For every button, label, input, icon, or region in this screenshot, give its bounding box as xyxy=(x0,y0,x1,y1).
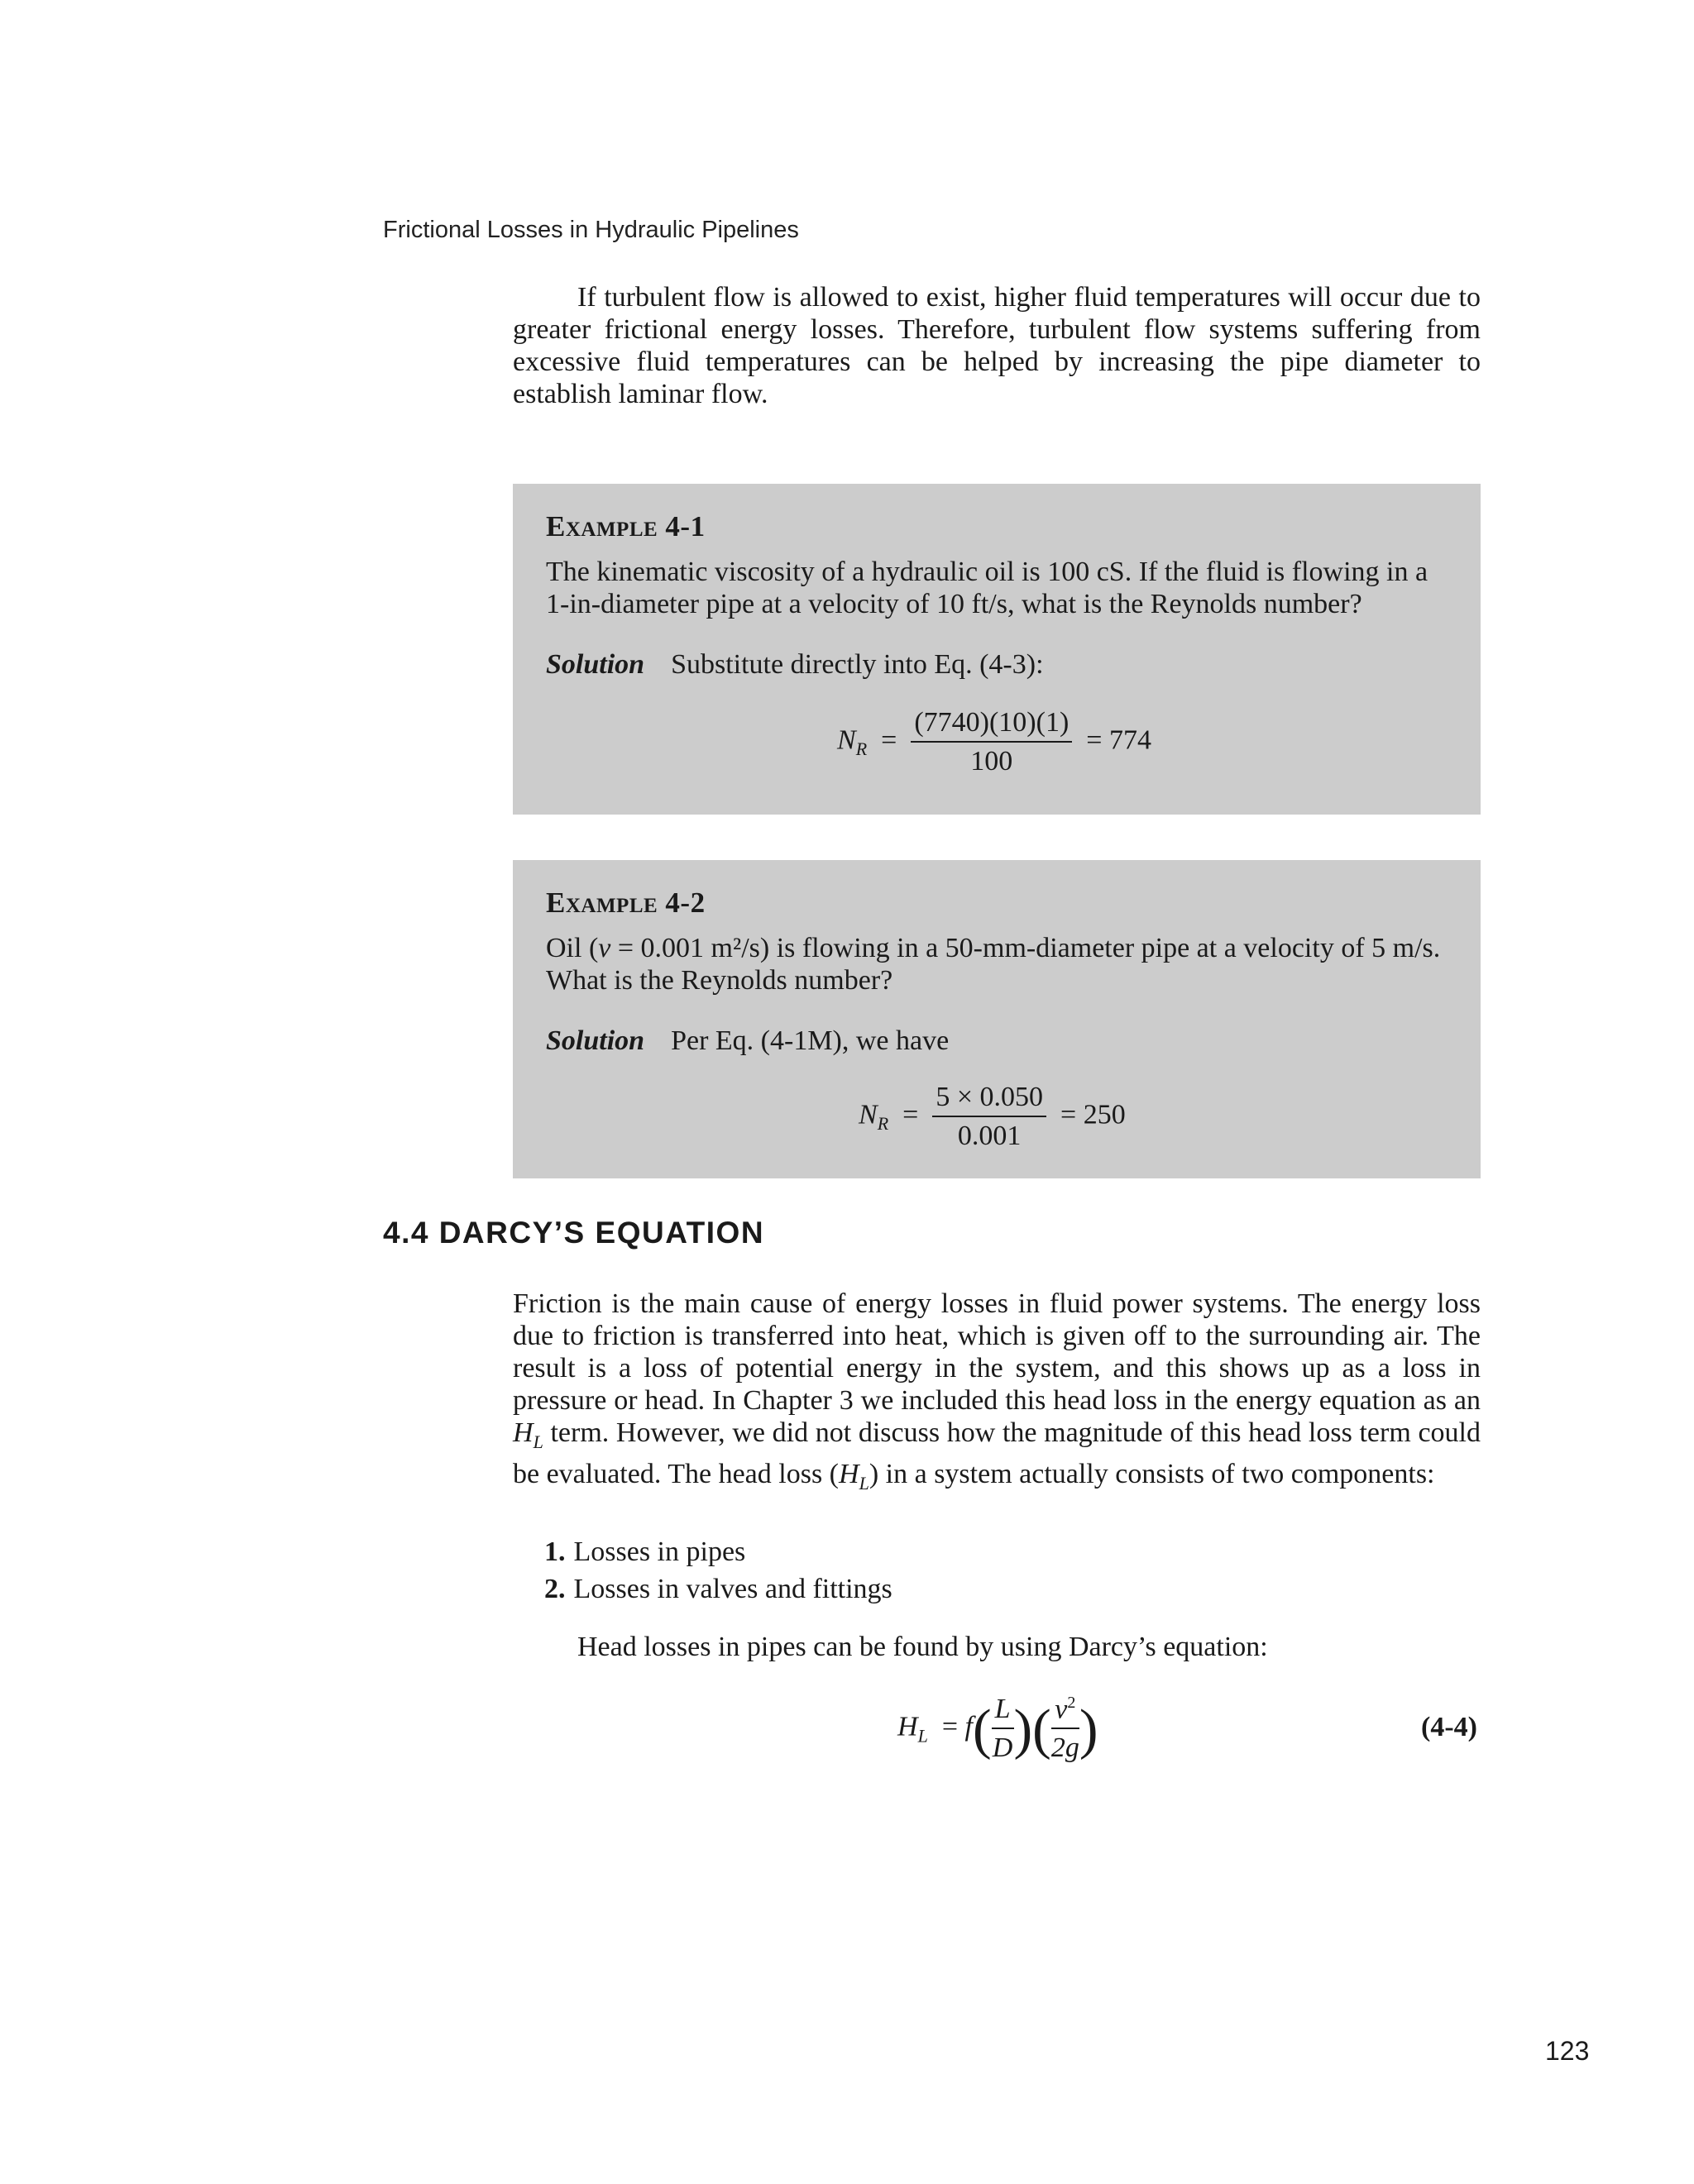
running-head: Frictional Losses in Hydraulic Pipelines xyxy=(383,217,799,243)
solution-line xyxy=(546,1025,949,1057)
equation-lhs: N xyxy=(859,1099,878,1130)
example-box-4-1 xyxy=(513,484,1481,815)
solution-line xyxy=(546,649,1044,681)
example-problem: Oil (v = 0.001 m²/s) is flowing in a 50-mm-diameter pipe at a velocity of 5 m/s. What is the Reynolds number? xyxy=(546,933,1441,996)
list-item: 2. Losses in valves and fittings xyxy=(544,1574,892,1604)
example-box-4-2 xyxy=(513,860,1481,1178)
fraction-numerator: (7740)(10)(1) xyxy=(911,707,1072,743)
intro-paragraph: If turbulent flow is allowed to exist, higher fluid temperatures will occur due to greater frictional energy losses. Therefore, turbulent flow systems suffering from excessive fluid temperatures can be helped by increasing the pipe diameter to establish laminar flow. xyxy=(513,282,1481,409)
equation-number: (4-4) xyxy=(1421,1712,1477,1742)
darcy-lead-in: Head losses in pipes can be found by using Darcy’s equation: xyxy=(577,1632,1268,1662)
fraction-numerator: 5 × 0.050 xyxy=(932,1082,1046,1117)
page-number: 123 xyxy=(1545,2036,1590,2066)
section-heading: 4.4 DARCY’S EQUATION xyxy=(383,1216,765,1250)
section-paragraph: Friction is the main cause of energy losses in fluid power systems. The energy loss due to friction is transferred into heat, which is given off to the surrounding air. The result is a loss of potential energy in the system, and this shows up as a loss in pressure or head. In Chapter 3 we included this head loss in the energy equation as an $H_L$ term. However, we did not discuss how the magnitude of this head loss term could be evaluated. The head loss $(H_L)$ in a system actually consists of two components: xyxy=(513,1288,1481,1493)
equals-sign: = xyxy=(941,1711,958,1742)
equation-lhs-sub: R xyxy=(855,738,868,760)
length-diameter-fraction: $\frac{L}{D}$ xyxy=(992,1694,1013,1764)
solution-label: Solution xyxy=(546,649,645,680)
equation-lhs: N xyxy=(837,724,856,756)
equation-lhs: H xyxy=(897,1711,918,1742)
velocity-head-fraction: $\frac{v^2}{2g}$ xyxy=(1050,1694,1079,1764)
equation-result: = 774 xyxy=(1086,724,1151,756)
fraction-denominator: 0.001 xyxy=(957,1121,1022,1151)
list-item: 1. Losses in pipes xyxy=(544,1536,746,1567)
reynolds-equation-2: $N_R$ = $\frac{5 \times 0.050}{0.001}$ = 250 xyxy=(859,1082,1126,1151)
equation-lhs-sub: L xyxy=(917,1725,928,1747)
fraction xyxy=(932,1082,1046,1152)
friction-factor: f xyxy=(964,1711,973,1742)
solution-text: Substitute directly into Eq. (4-3): xyxy=(671,649,1044,680)
solution-text: Per Eq. (4-1M), we have xyxy=(671,1025,950,1056)
fraction-denominator: 100 xyxy=(970,746,1013,777)
equation-result: = 250 xyxy=(1060,1099,1126,1130)
example-problem: The kinematic viscosity of a hydraulic oil is 100 cS. If the fluid is flowing in a 1-in-diameter pipe at a velocity of 10 ft/s, what is the Reynolds number? xyxy=(546,557,1428,619)
example-title: Example 4-1 xyxy=(546,510,706,542)
equation-lhs-sub: R xyxy=(877,1113,889,1135)
darcy-equation: $H_L = f$( $\frac{L}{D}$ )( $\frac{v^2}{2g}$ ) xyxy=(897,1694,1098,1764)
example-title: Example 4-2 xyxy=(546,887,706,919)
reynolds-equation-1: $N_R$ = $\frac{(7740)(10)(1)}{100}$ = 774 xyxy=(837,707,1151,777)
fraction xyxy=(911,707,1072,777)
solution-label: Solution xyxy=(546,1025,645,1056)
